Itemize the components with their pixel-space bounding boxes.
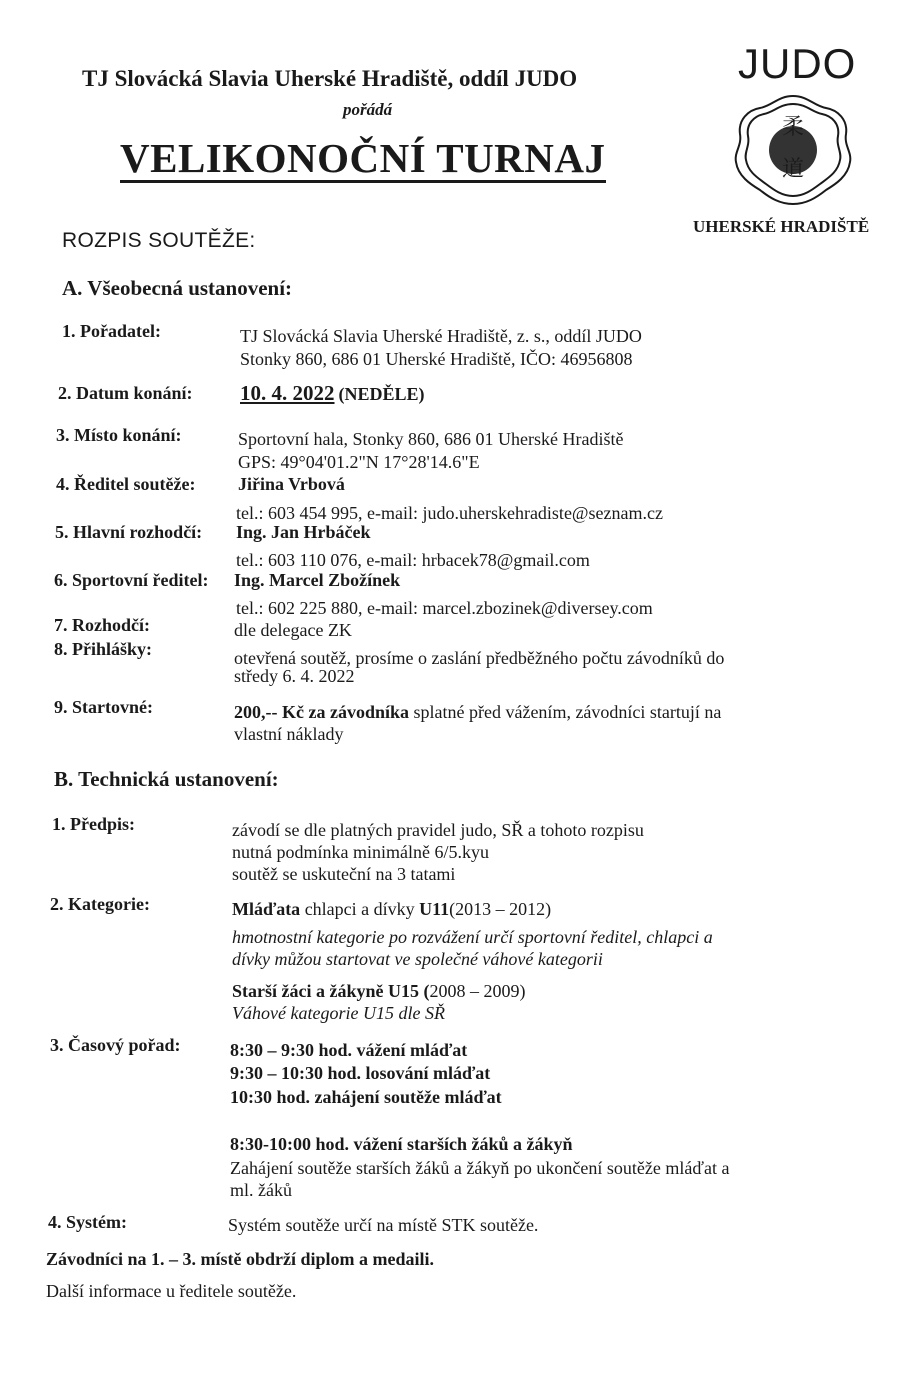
category-u11: Mláďata chlapci a dívky U11(2013 – 2012) bbox=[232, 899, 552, 919]
item-label: 4. Ředitel soutěže: bbox=[56, 474, 196, 494]
item-value: vlastní náklady bbox=[234, 724, 344, 744]
person-name: Jiřina Vrbová bbox=[238, 474, 345, 494]
category-u15-name: Starší žáci a žákyně U15 ( bbox=[232, 981, 430, 1001]
item-label: 2. Kategorie: bbox=[50, 894, 150, 914]
person-contact: tel.: 603 110 076, e-mail: hrbacek78@gmail.com bbox=[236, 550, 590, 570]
page-title: VELIKONOČNÍ TURNAJ bbox=[120, 135, 606, 181]
section-a-heading: A. Všeobecná ustanovení: bbox=[62, 276, 293, 300]
item-value: dle delegace ZK bbox=[234, 620, 352, 640]
item-value: Sportovní hala, Stonky 860, 686 01 Uherské Hradiště bbox=[238, 429, 624, 449]
item-value: Systém soutěže určí na místě STK soutěže. bbox=[228, 1215, 539, 1235]
item-label: 9. Startovné: bbox=[54, 697, 153, 717]
fee-line bbox=[234, 702, 721, 723]
item-value: GPS: 49°04'01.2"N 17°28'14.6"E bbox=[238, 452, 480, 472]
item-label: 2. Datum konání: bbox=[58, 383, 193, 403]
category-u11-name: Mláďata bbox=[232, 899, 301, 919]
schedule-line: 8:30 – 9:30 hod. vážení mláďat bbox=[230, 1040, 468, 1060]
logo-text: JUDO bbox=[738, 40, 857, 87]
rozpis-heading: ROZPIS SOUTĚŽE: bbox=[62, 229, 256, 252]
item-value: otevřená soutěž, prosíme o zaslání předběžného počtu závodníků do bbox=[234, 648, 725, 668]
award-note: Závodníci na 1. – 3. místě obdrží diplom a medaili. bbox=[46, 1249, 435, 1269]
item-label: 5. Hlavní rozhodčí: bbox=[55, 522, 203, 542]
logo-city: UHERSKÉ HRADIŠTĚ bbox=[693, 217, 870, 236]
person-contact: tel.: 602 225 880, e-mail: marcel.zbozinek@diversey.com bbox=[236, 598, 653, 618]
fee-amount: 200,-- Kč za závodníka bbox=[234, 702, 409, 722]
judo-logo-icon bbox=[730, 90, 856, 210]
item-label: 8. Přihlášky: bbox=[54, 639, 153, 659]
item-label: 4. Systém: bbox=[48, 1212, 127, 1232]
event-date-line bbox=[240, 381, 425, 406]
info-note: Další informace u ředitele soutěže. bbox=[46, 1281, 297, 1301]
person-name: Ing. Jan Hrbáček bbox=[236, 522, 371, 542]
item-value: nutná podmínka minimálně 6/5.kyu bbox=[232, 842, 489, 862]
fee-text: splatné před vážením, závodníci startují na bbox=[409, 702, 722, 722]
category-note: hmotnostní kategorie po rozvážení určí sportovní ředitel, chlapci a bbox=[232, 927, 713, 947]
item-label: 1. Předpis: bbox=[52, 814, 135, 834]
kanji-ju: 柔 bbox=[781, 115, 805, 140]
category-note: Váhové kategorie U15 dle SŘ bbox=[232, 1003, 445, 1023]
event-day: (NEDĚLE) bbox=[338, 384, 425, 404]
item-label: 6. Sportovní ředitel: bbox=[54, 570, 209, 590]
schedule-text: Zahájení soutěže starších žáků a žákyň po ukončení soutěže mláďat a bbox=[230, 1158, 730, 1178]
schedule-older: 8:30-10:00 hod. vážení starších žáků a žákyň bbox=[230, 1134, 573, 1154]
item-label: 7. Rozhodčí: bbox=[54, 615, 150, 635]
event-date: 10. 4. 2022 bbox=[240, 381, 335, 405]
schedule-line: 10:30 hod. zahájení soutěže mláďat bbox=[230, 1087, 502, 1107]
subtitle: pořádá bbox=[343, 100, 393, 119]
item-value: TJ Slovácká Slavia Uherské Hradiště, z. s., oddíl JUDO bbox=[240, 326, 642, 346]
organization: TJ Slovácká Slavia Uherské Hradiště, oddíl JUDO bbox=[82, 66, 578, 91]
section-b-heading: B. Technická ustanovení: bbox=[54, 767, 279, 791]
item-label: 3. Časový pořad: bbox=[50, 1035, 181, 1055]
item-value: závodí se dle platných pravidel judo, SŘ a tohoto rozpisu bbox=[232, 820, 644, 840]
item-label: 3. Místo konání: bbox=[56, 425, 182, 445]
item-value: Stonky 860, 686 01 Uherské Hradiště, IČO: 46956808 bbox=[240, 349, 633, 369]
item-value: středy 6. 4. 2022 bbox=[234, 666, 355, 686]
schedule-text: ml. žáků bbox=[230, 1180, 292, 1200]
schedule-line: 9:30 – 10:30 hod. losování mláďat bbox=[230, 1063, 491, 1083]
category-note: dívky můžou startovat ve společné váhové kategorii bbox=[232, 949, 603, 969]
category-u15: Starší žáci a žákyně U15 (2008 – 2009) bbox=[232, 981, 526, 1001]
person-contact: tel.: 603 454 995, e-mail: judo.uherskehradiste@seznam.cz bbox=[236, 503, 663, 523]
person-name: Ing. Marcel Zbožínek bbox=[234, 570, 401, 590]
item-label: 1. Pořadatel: bbox=[62, 321, 161, 341]
item-value: soutěž se uskuteční na 3 tatami bbox=[232, 864, 456, 884]
kanji-do: 道 bbox=[781, 157, 805, 182]
